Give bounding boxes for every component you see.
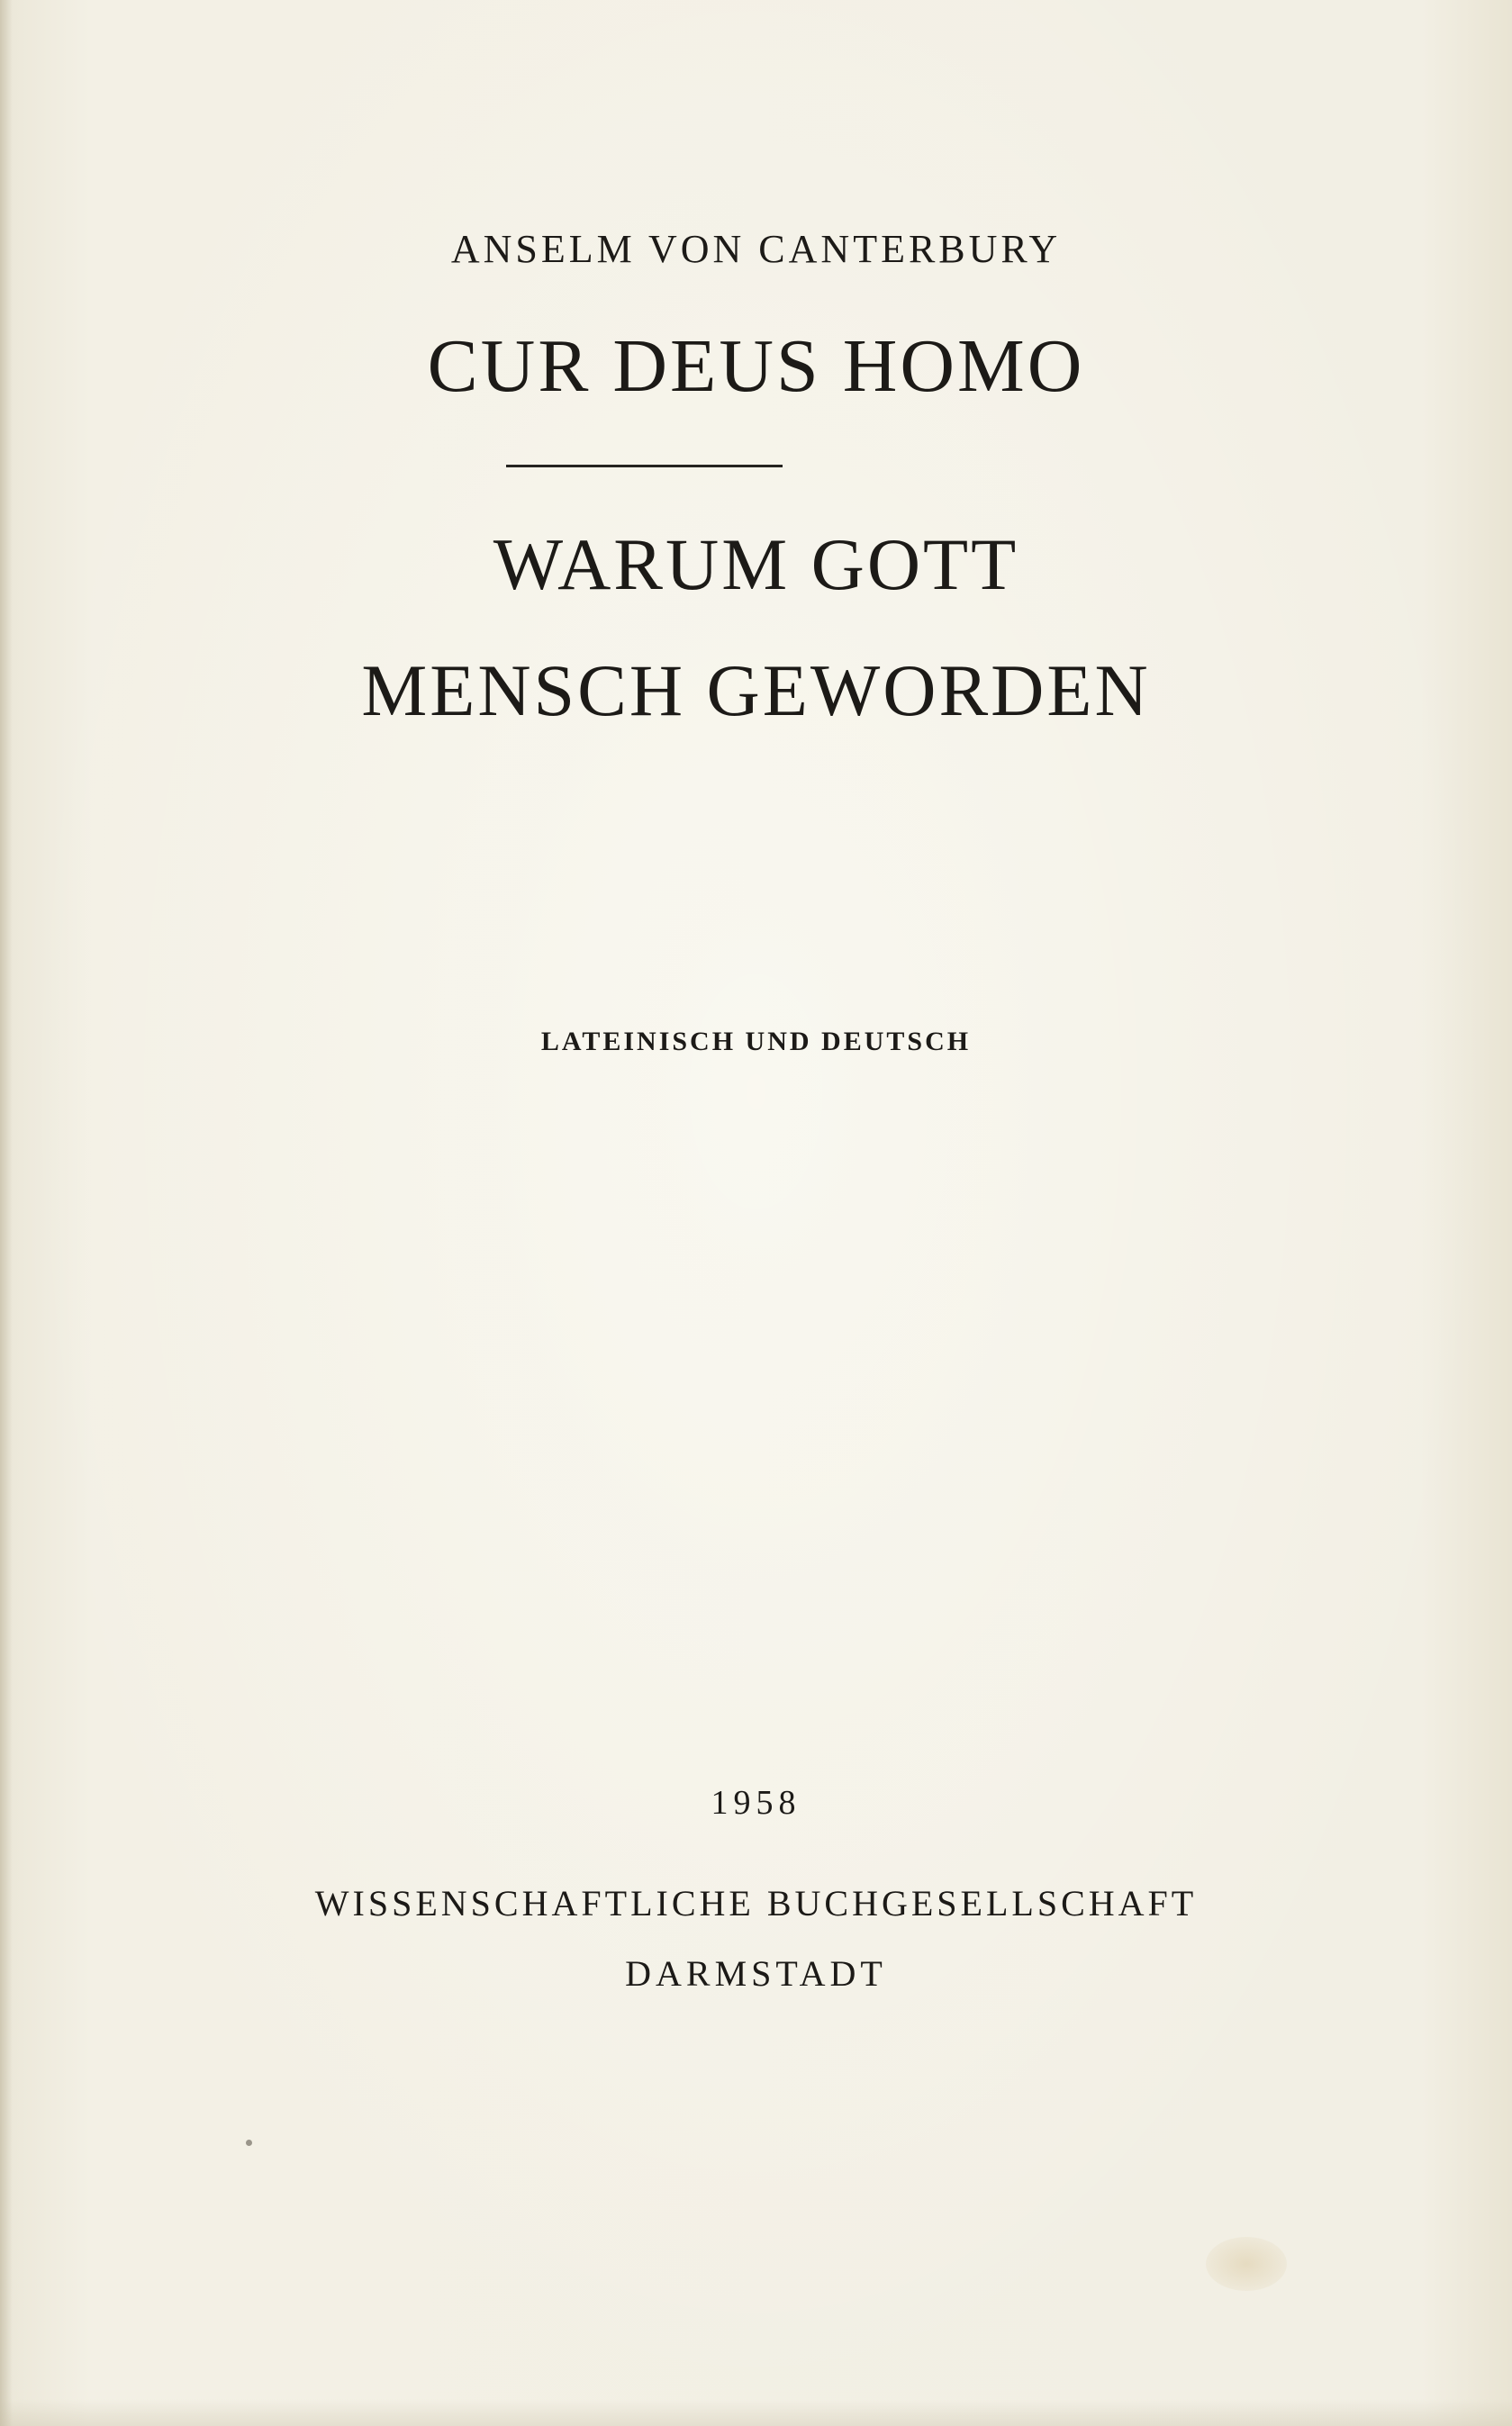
german-title-line-2: MENSCH GEWORDEN bbox=[361, 649, 1151, 731]
latin-title: CUR DEUS HOMO bbox=[427, 324, 1085, 408]
author-name: ANSELM VON CANTERBURY bbox=[450, 227, 1062, 271]
paper-speck bbox=[246, 2140, 252, 2146]
publisher-name: WISSENSCHAFTLICHE BUCHGESELLSCHAFT bbox=[314, 1883, 1198, 1924]
edition-languages: LATEINISCH UND DEUTSCH bbox=[540, 1027, 972, 1056]
page-bottom-shadow bbox=[0, 2399, 1512, 2426]
publication-city: DARMSTADT bbox=[625, 1953, 887, 1994]
title-divider bbox=[506, 465, 783, 467]
german-title-line-1: WARUM GOTT bbox=[493, 523, 1019, 605]
publication-year: 1958 bbox=[711, 1784, 801, 1822]
paper-stain bbox=[1206, 2237, 1287, 2291]
